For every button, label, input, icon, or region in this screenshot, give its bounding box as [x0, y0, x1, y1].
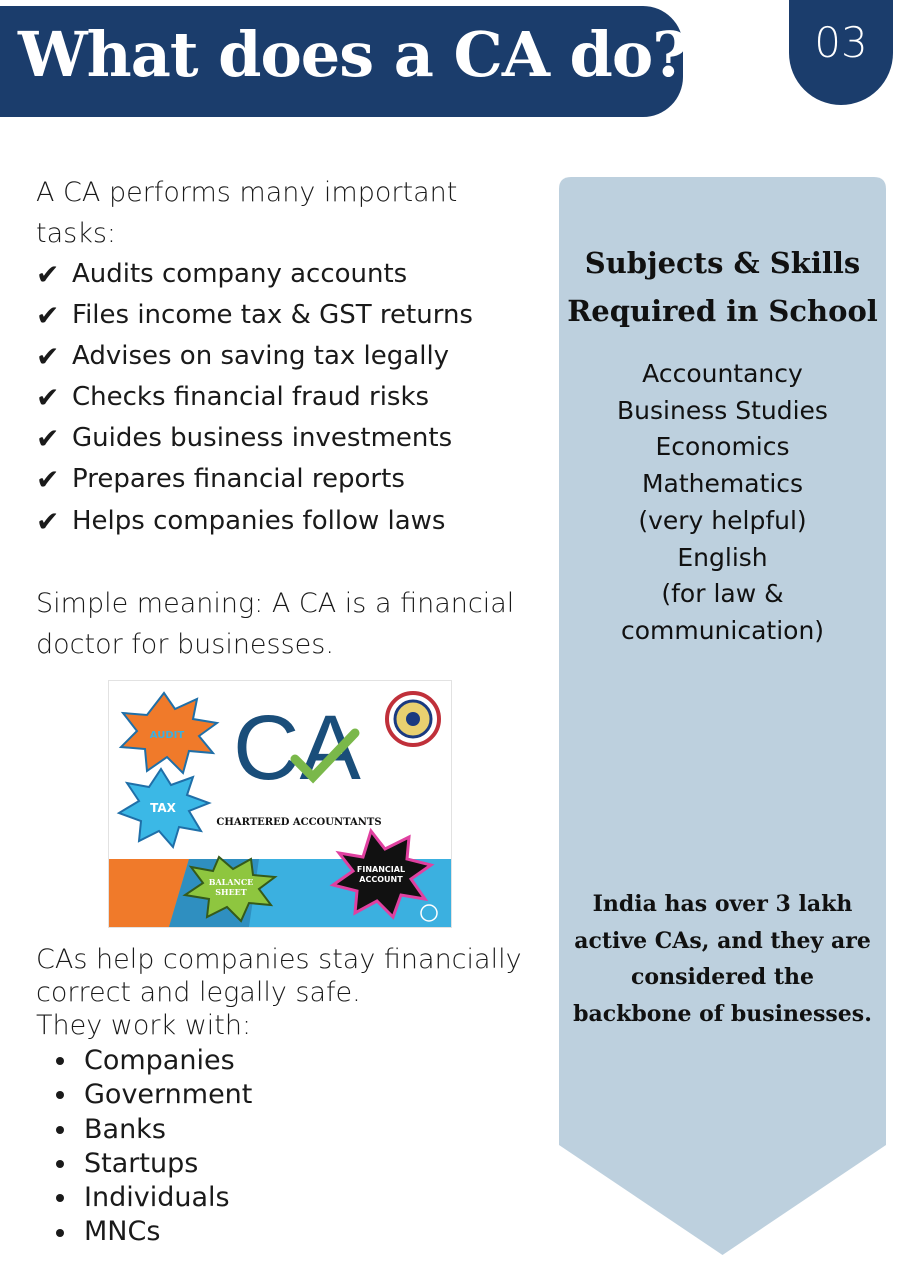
- subject-item: Economics: [655, 432, 790, 462]
- list-item: [56, 1147, 252, 1181]
- bullet-icon: [56, 1160, 64, 1168]
- subject-item: English: [677, 542, 768, 572]
- list-item: [56, 1215, 252, 1249]
- bullet-icon: [56, 1126, 64, 1134]
- task-label: Audits company accounts: [72, 259, 408, 289]
- panel-heading: [559, 239, 886, 335]
- bullet-icon: [56, 1091, 64, 1099]
- page-number-tab: [789, 0, 893, 105]
- page-title: What does a CA do?: [18, 18, 688, 91]
- task-item: [36, 377, 473, 418]
- task-label: Advises on saving tax legally: [72, 341, 450, 372]
- intro-text: A CA performs many important tasks:: [36, 177, 458, 249]
- task-label: Helps companies follow laws: [72, 505, 446, 536]
- balance-badge-label-1: BALANCE: [208, 877, 254, 887]
- title-banner: [0, 6, 688, 117]
- subject-item: Accountancy: [642, 359, 803, 388]
- organization-label: MNCs: [84, 1216, 161, 1248]
- fact-line: active CAs, and they are: [574, 927, 871, 954]
- ca-fact-text: [559, 886, 886, 1033]
- panel-heading-line: Required in School: [567, 294, 878, 328]
- side-panel-shape: [559, 177, 886, 1257]
- ca-logo-image: [108, 680, 452, 928]
- bullet-icon: [56, 1057, 64, 1065]
- check-icon: ✔: [36, 381, 60, 415]
- task-item: [36, 336, 473, 377]
- check-icon: ✔: [36, 422, 60, 456]
- check-icon: ✔: [36, 463, 60, 497]
- list-item: [56, 1181, 252, 1215]
- check-icon: ✔: [36, 258, 60, 291]
- subject-item: (for law &: [661, 579, 784, 609]
- check-icon: ✔: [36, 504, 60, 538]
- balance-badge-label-2: SHEET: [215, 887, 247, 897]
- meaning-text: Simple meaning: A CA is a financial doctor for businesses.: [36, 588, 515, 660]
- check-icon: ✔: [36, 340, 60, 374]
- bullet-icon: [56, 1229, 64, 1237]
- task-label: Checks financial fraud risks: [72, 382, 430, 413]
- page-number: 03: [814, 18, 868, 67]
- organization-list: [56, 1044, 252, 1250]
- check-icon: ✔: [36, 299, 60, 333]
- financial-badge-label-1: FINANCIAL: [356, 865, 406, 874]
- subject-list: [559, 356, 886, 650]
- task-label: Files income tax & GST returns: [72, 300, 473, 331]
- closing-text: [36, 943, 556, 1042]
- organization-label: Individuals: [84, 1182, 230, 1214]
- task-item: [36, 459, 473, 500]
- ca-brand-letters: CA: [233, 697, 361, 799]
- financial-badge-label-2: ACCOUNT: [359, 875, 403, 884]
- organization-label: Banks: [84, 1113, 166, 1145]
- organization-label: Startups: [84, 1147, 199, 1179]
- closing-line: CAs help companies stay financially correct and legally safe.: [36, 944, 522, 1008]
- subject-item: communication): [620, 615, 825, 645]
- fact-line: backbone of businesses.: [573, 1001, 872, 1028]
- bullet-icon: [56, 1194, 64, 1202]
- task-item: [36, 501, 473, 542]
- tax-badge-label: TAX: [150, 801, 176, 815]
- subject-item: Mathematics: [641, 469, 804, 499]
- task-label: Prepares financial reports: [72, 464, 405, 495]
- task-label: Guides business investments: [72, 423, 453, 454]
- skills-side-panel: [559, 177, 886, 1257]
- fact-line: India has over 3 lakh: [592, 891, 853, 917]
- panel-heading-line: Subjects & Skills: [584, 246, 861, 280]
- audit-badge-label: AUDIT: [149, 730, 185, 741]
- list-item: [56, 1113, 252, 1147]
- task-item: [36, 418, 473, 459]
- list-item: [56, 1044, 252, 1078]
- logo-caption: CHARTERED ACCOUNTANTS: [216, 817, 382, 828]
- works-with-label: They work with:: [36, 1010, 252, 1041]
- organization-label: Government: [84, 1079, 253, 1111]
- subject-item: Business Studies: [617, 395, 828, 425]
- list-item: [56, 1078, 252, 1112]
- fact-line: considered the: [631, 964, 814, 991]
- organization-label: Companies: [84, 1045, 235, 1076]
- task-item: [36, 295, 473, 336]
- task-list: [36, 254, 473, 542]
- ca-logo-illustration: [109, 681, 451, 927]
- task-item: [36, 254, 473, 295]
- subject-item: (very helpful): [638, 505, 807, 535]
